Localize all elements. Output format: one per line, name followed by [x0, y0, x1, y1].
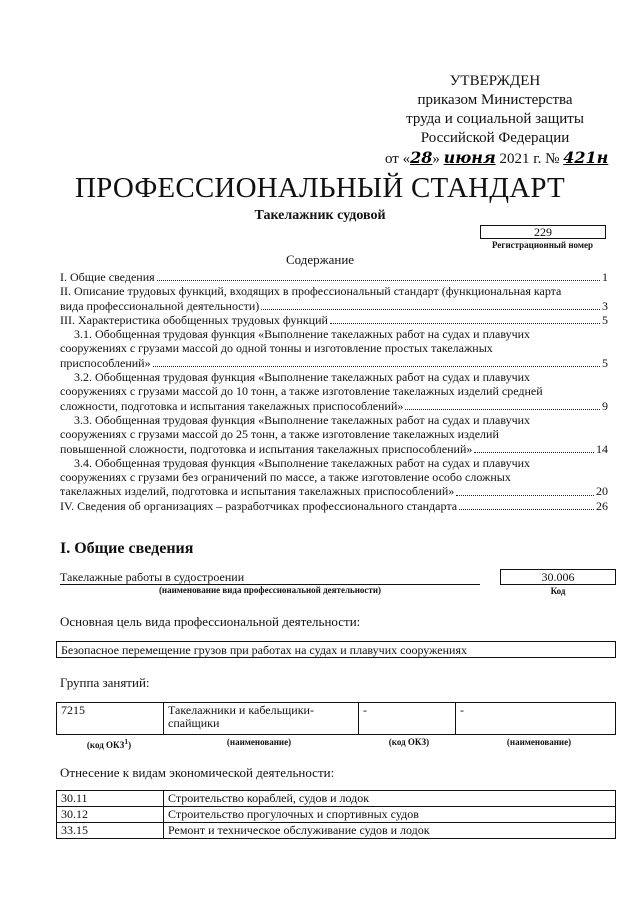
goal-text-box: Безопасное перемещение грузов при работах на судах и плавучих сооружениях — [56, 641, 616, 658]
toc-item-text: такелажных изделий, подготовка и испытания такелажных приспособлений» — [60, 484, 455, 499]
approval-line-1: УТВЕРЖДЕН — [449, 73, 541, 89]
toc-item-2[interactable] — [60, 284, 608, 313]
okved-code: 30.11 — [57, 791, 164, 807]
toc-leader-dots — [459, 509, 594, 510]
approval-line-2: приказом Министерства — [417, 92, 573, 108]
okved-label: Отнесение к видам экономической деятельности: — [60, 765, 335, 780]
toc-subitem-3-3[interactable] — [60, 413, 608, 456]
toc-item-text: сооружениях с грузами без ограничений по массе, а также изготовление особо сложных — [60, 470, 511, 485]
registration-number-label: Регистрационный номер — [491, 240, 594, 250]
occupation-name-2-caption: (наименование) — [506, 737, 572, 747]
toc-leader-dots — [261, 309, 600, 310]
okved-name: Ремонт и техническое обслуживание судов и лодок — [164, 823, 616, 839]
okved-table — [56, 790, 616, 839]
caption-text: ) — [128, 740, 132, 750]
section-title-general: I. Общие сведения — [60, 540, 194, 557]
toc-item-text: I. Общие сведения — [60, 270, 155, 284]
okved-name: Строительство кораблей, судов и лодок — [164, 791, 616, 807]
toc-page-number: 5 — [602, 312, 608, 327]
occupation-name-2: - — [456, 703, 616, 735]
okz-code-1-caption — [56, 737, 162, 750]
occupation-name-1-line-b: спайщики — [168, 716, 220, 730]
order-prefix: от « — [385, 151, 411, 167]
toc-item-text: IV. Сведения об организациях – разработчиках профессионального стандарта — [60, 498, 458, 513]
toc-leader-dots — [456, 495, 594, 496]
table-row — [57, 791, 616, 807]
occupation-group-table — [56, 702, 616, 735]
toc-heading: Содержание — [285, 252, 355, 267]
occupation-name-1-line-a: Такелажники и кабельщики- — [168, 703, 314, 717]
toc-item-text: 3.2. Обобщенная трудовая функция «Выполнение такелажных работ на судах и плавучих — [74, 370, 531, 385]
okz-code-1: 7215 — [57, 703, 164, 735]
footnote-marker: 1 — [124, 737, 129, 746]
toc-leader-dots — [405, 409, 600, 410]
toc-page-number: 14 — [596, 441, 608, 456]
toc-item-text: 3.3. Обобщенная трудовая функция «Выполнение такелажных работ на судах и плавучих — [74, 412, 531, 427]
table-row — [57, 823, 616, 839]
okved-code: 30.12 — [57, 807, 164, 823]
toc-leader-dots — [157, 280, 600, 281]
toc-subitem-3-2[interactable] — [60, 370, 608, 413]
toc-item-1[interactable] — [60, 270, 608, 284]
okved-code: 33.15 — [57, 823, 164, 839]
toc-subitem-3-4[interactable] — [60, 456, 608, 499]
occupation-name-1-caption: (наименование) — [226, 737, 292, 747]
order-year: 2021 г. № — [499, 151, 560, 167]
activity-name-field: Такелажные работы в судостроении — [60, 570, 480, 585]
registration-number-box: 229 — [480, 225, 606, 239]
document-subtitle: Такелажник судовой — [254, 208, 386, 223]
toc-page-number: 3 — [602, 298, 608, 313]
toc-leader-dots — [474, 452, 594, 453]
approval-block — [385, 72, 609, 169]
toc-page-number: 20 — [596, 484, 608, 499]
table-of-contents — [60, 270, 608, 513]
toc-leader-dots — [153, 366, 600, 367]
caption-text: (код ОКЗ — [86, 740, 125, 750]
order-day: 28 — [410, 148, 433, 167]
toc-item-text: сооружениях с грузами массой до одной тонны и изготовление простых такелажных — [60, 341, 493, 356]
toc-item-3[interactable] — [60, 313, 608, 327]
okz-code-2-caption: (код ОКЗ) — [388, 737, 430, 747]
order-number: 421н — [563, 148, 609, 167]
toc-leader-dots — [330, 323, 600, 324]
toc-page-number: 5 — [602, 355, 608, 370]
order-month: июня — [443, 148, 496, 167]
toc-page-number: 26 — [596, 498, 608, 513]
activity-code-box: 30.006 — [500, 569, 616, 585]
toc-subitem-3-1[interactable] — [60, 327, 608, 370]
approval-line-4: Российской Федерации — [420, 130, 570, 146]
toc-page-number: 1 — [602, 270, 608, 284]
toc-item-text: II. Описание трудовых функций, входящих в профессиональный стандарт (функциональная карта — [60, 284, 562, 299]
activity-code-caption: Код — [550, 586, 566, 596]
document-title: ПРОФЕССИОНАЛЬНЫЙ СТАНДАРТ — [75, 172, 565, 204]
order-line — [385, 148, 609, 169]
order-mid: » — [432, 151, 440, 167]
toc-item-text: III. Характеристика обобщенных трудовых функций — [60, 312, 328, 327]
table-row — [57, 807, 616, 823]
approval-line-3: труда и социальной защиты — [406, 111, 584, 127]
occupation-name-1 — [164, 703, 359, 735]
okved-name: Строительство прогулочных и спортивных судов — [164, 807, 616, 823]
toc-item-text: сооружениях с грузами массой до 25 тонн, а также изготовление такелажных изделий — [60, 427, 499, 442]
okz-code-2: - — [359, 703, 456, 735]
toc-item-text: повышенной сложности, подготовка и испытания такелажных приспособлений» — [60, 441, 473, 456]
toc-item-text: сложности, подготовка и испытания такелажных приспособлений» — [60, 398, 404, 413]
toc-item-text: сооружениях с грузами массой до 10 тонн, а также изготовление такелажных изделий средней — [60, 384, 543, 399]
toc-item-text: приспособлений» — [60, 355, 151, 370]
toc-item-4[interactable] — [60, 499, 608, 513]
activity-name-caption: (наименование вида профессиональной деятельности) — [158, 585, 382, 595]
group-label: Группа занятий: — [60, 675, 150, 690]
toc-page-number: 9 — [602, 398, 608, 413]
goal-label: Основная цель вида профессиональной деятельности: — [60, 614, 361, 629]
toc-item-text: 3.4. Обобщенная трудовая функция «Выполнение такелажных работ на судах и плавучих — [74, 455, 531, 470]
toc-item-text: 3.1. Обобщенная трудовая функция «Выполнение такелажных работ на судах и плавучих — [74, 327, 531, 342]
toc-item-text: вида профессиональной деятельности) — [60, 298, 260, 313]
